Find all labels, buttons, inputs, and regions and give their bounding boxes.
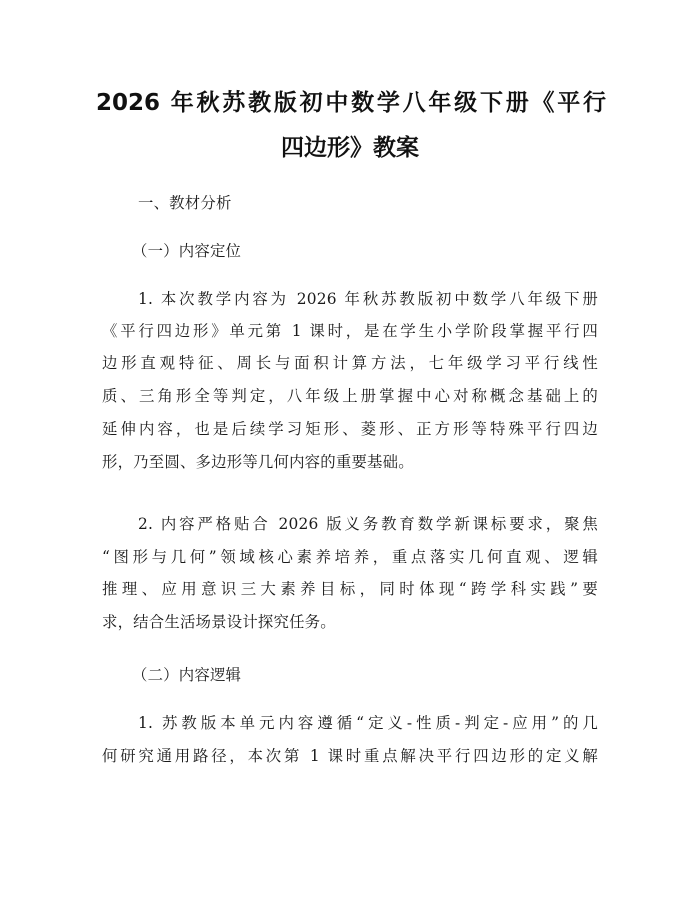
paragraph-1-line-6: 形，乃至圆、多边形等几何内容的重要基础。 — [102, 453, 414, 471]
paragraph-2-line-3: 推理、应用意识三大素养目标，同时体现“跨学科实践”要 — [102, 580, 598, 598]
paragraph-2-line-2: “图形与几何”领域核心素养培养，重点落实几何直观、逻辑 — [102, 548, 598, 566]
paragraph-1-line-2: 《平行四边形》单元第 1 课时，是在学生小学阶段掌握平行四 — [102, 322, 598, 340]
paragraph-1-line-5: 延伸内容，也是后续学习矩形、菱形、正方形等特殊平行四边 — [102, 420, 598, 438]
section-heading-textbook-analysis: 一、教材分析 — [138, 194, 232, 212]
subsection-heading-content-logic: （二）内容逻辑 — [132, 666, 242, 684]
paragraph-3-line-1: 1. 苏教版本单元内容遵循“定义-性质-判定-应用”的几 — [138, 714, 598, 732]
paragraph-1-line-1: 1. 本次教学内容为 2026 年秋苏教版初中数学八年级下册 — [138, 290, 598, 308]
paragraph-3-line-2: 何研究通用路径，本次第 1 课时重点解决平行四边形的定义解 — [102, 747, 598, 765]
document-title-line-1: 2026 年秋苏教版初中数学八年级下册《平行 — [96, 90, 606, 116]
paragraph-2-line-1: 2. 内容严格贴合 2026 版义务教育数学新课标要求，聚焦 — [138, 515, 598, 533]
document-title-line-2: 四边形》教案 — [281, 135, 419, 161]
paragraph-2-line-4: 求，结合生活场景设计探究任务。 — [102, 613, 336, 631]
paragraph-1-line-4: 质、三角形全等判定，八年级上册掌握中心对称概念基础上的 — [102, 387, 598, 405]
paragraph-1-line-3: 边形直观特征、周长与面积计算方法，七年级学习平行线性 — [102, 354, 598, 372]
subsection-heading-content-positioning: （一）内容定位 — [132, 242, 242, 260]
